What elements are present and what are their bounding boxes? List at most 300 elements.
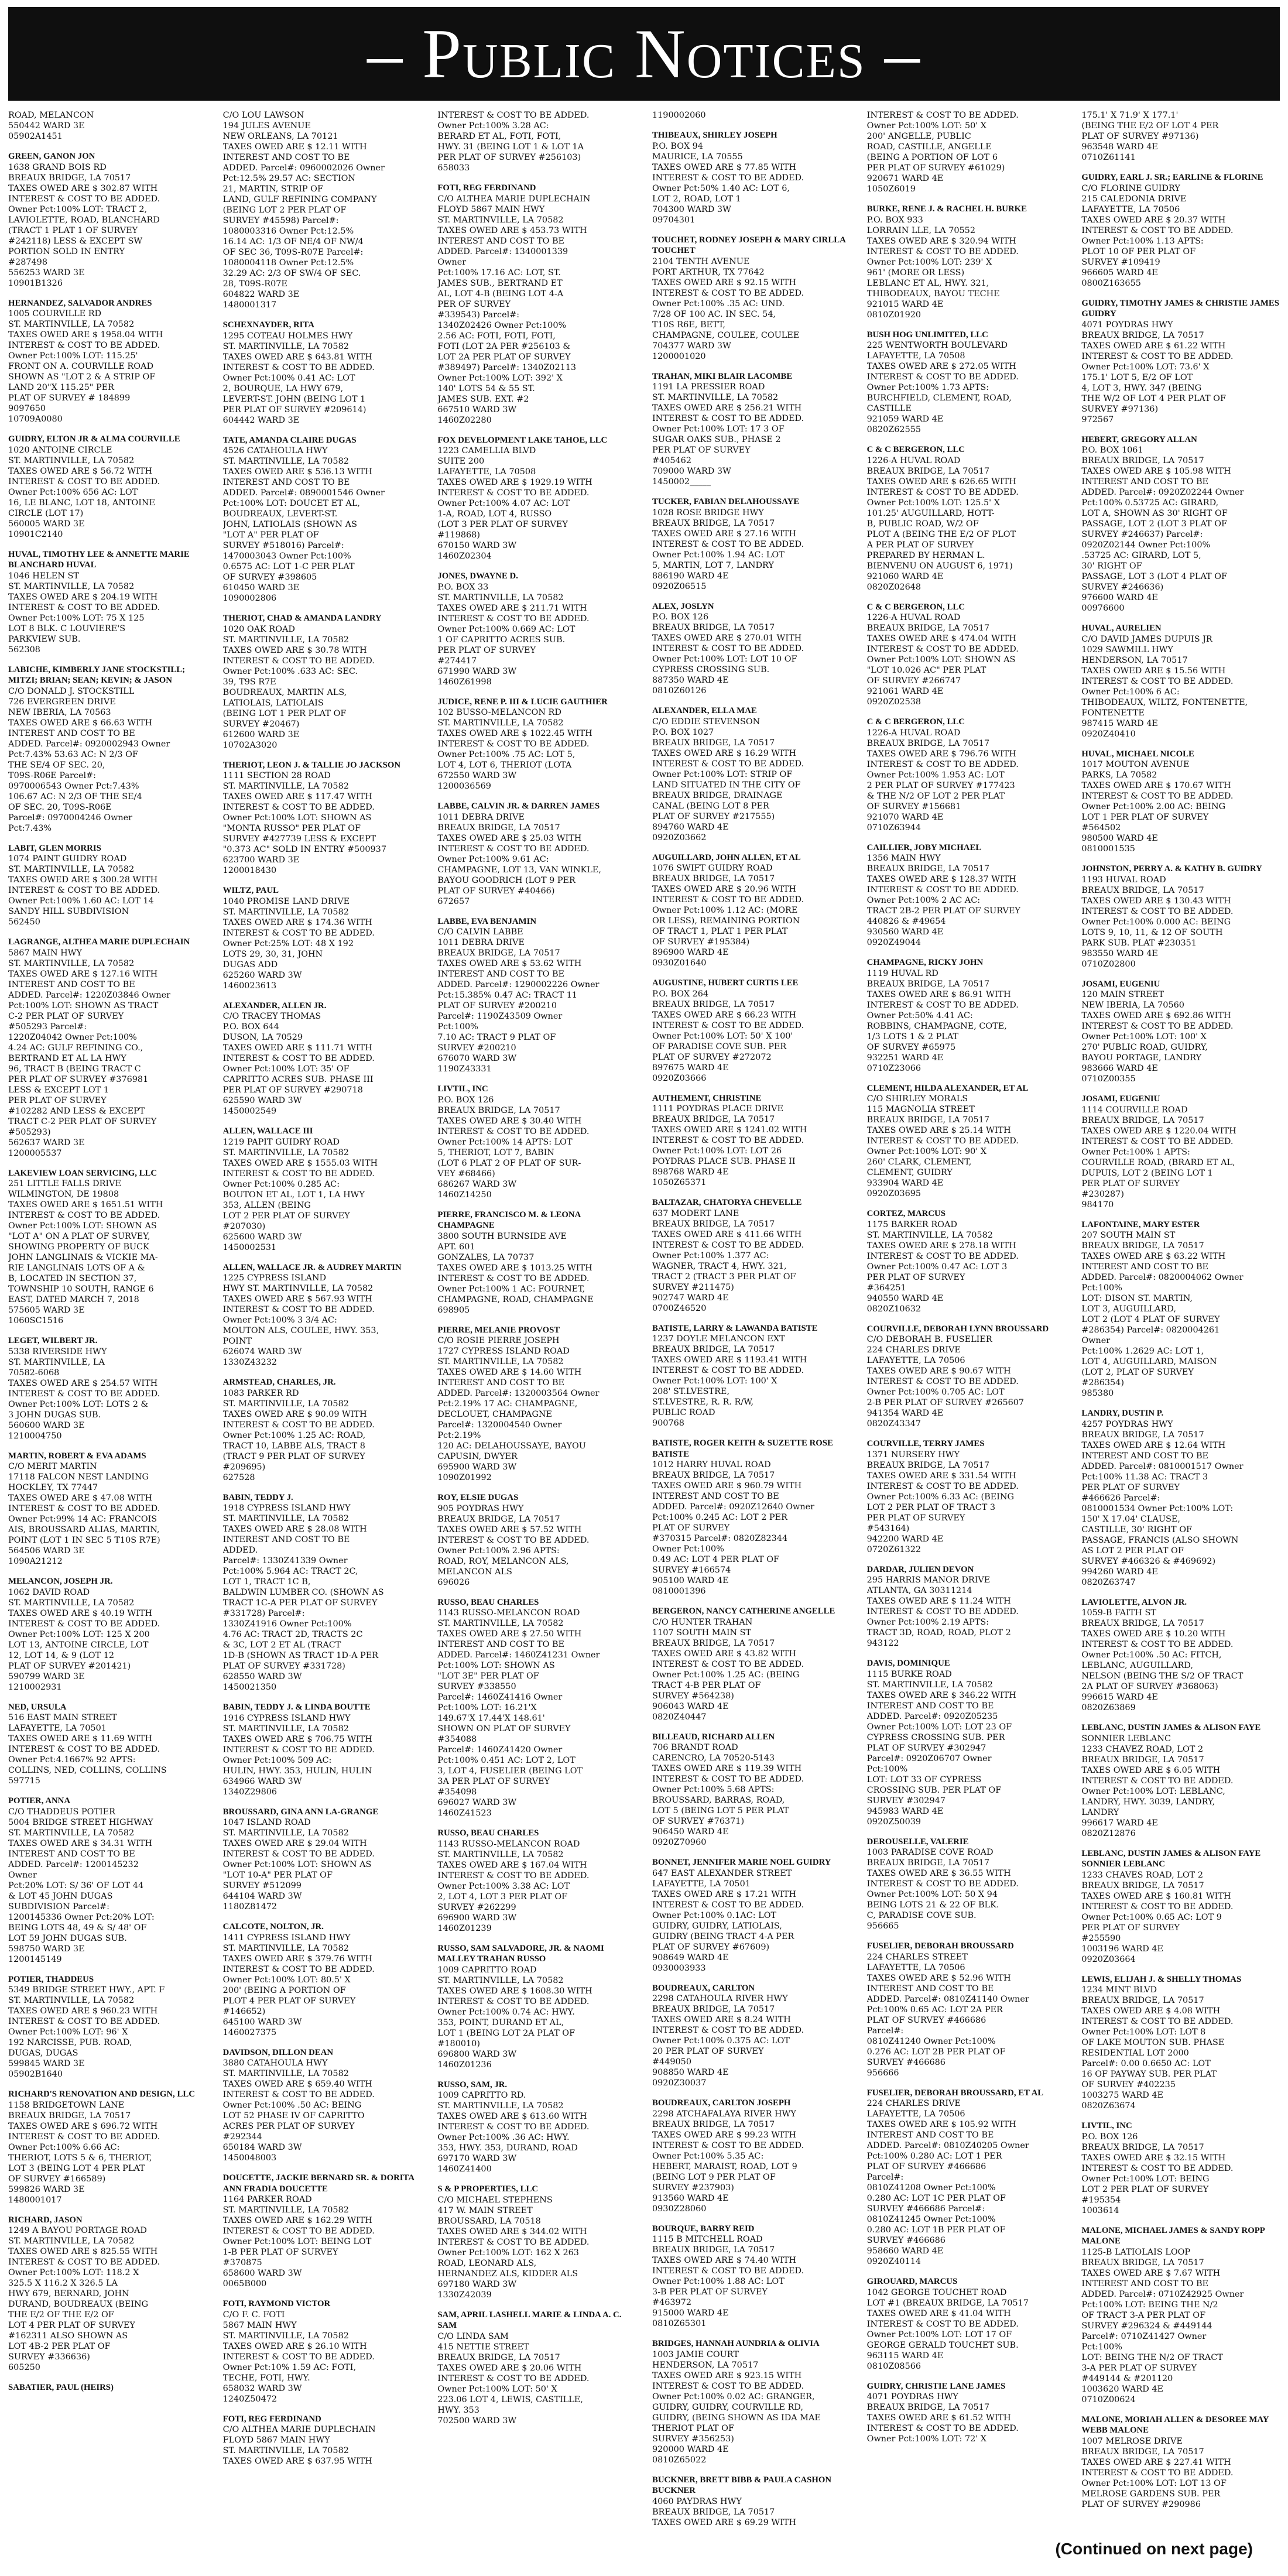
notice-line: 942200 WARD 4E <box>866 1534 944 1544</box>
notice-line: 1450002_____ <box>652 477 711 487</box>
notice-line: 0920Z50039 <box>866 1817 922 1827</box>
notice-line: #102282 AND LESS & EXCEPT <box>8 1106 145 1116</box>
notice-entry <box>652 601 851 697</box>
notice-line: GUIDRY, (BEING SHOWN AS IDA MAE <box>652 2413 821 2423</box>
notice-line: 0810001535 <box>1081 844 1135 854</box>
notice-line: Pct:15.385% 0.47 AC: TRACT 11 <box>437 991 578 1000</box>
notice-line: TAXES OWED ARE $ 27.50 WITH <box>437 1629 582 1639</box>
notice-line: TAXES OWED ARE $ 32.15 WITH <box>1081 2153 1226 2163</box>
notice-line: ST. MARTINVILLE, LA 70582 <box>222 1147 349 1157</box>
notice-line: PER PLAT OF SURVEY #376981 <box>8 1074 149 1084</box>
notice-entry <box>867 602 1066 708</box>
notice-line: Owner Pct:100% LOT: 73.6' X <box>1081 362 1210 372</box>
notice-line: OF SURVEY #398605 <box>222 573 317 582</box>
notice-line: C/O F. C. FOTI <box>222 2310 285 2320</box>
notice-line: ST. MARTINVILLE, LA 70582 <box>866 1680 993 1690</box>
notice-entry <box>437 801 636 907</box>
notice-line: TAXES OWED ARE $ 960.79 WITH <box>652 1481 802 1491</box>
notice-line: PLAT OF SURVEY #201421) <box>8 1661 131 1671</box>
notice-line: TAXES OWED ARE $ 10.20 WITH <box>1081 1629 1226 1639</box>
notice-line: LOT 1 (BEING LOT 2A PLAT OF <box>437 2028 576 2038</box>
notice-line: LOT: DISON ST. MARTIN, <box>1081 1294 1193 1303</box>
notice-line: INTEREST & COST TO BE ADDED. <box>437 1273 590 1283</box>
notice-line: ADDED. Parcel#: 0890001546 Owner <box>222 488 385 498</box>
notice-line: 726 EVERGREEN DRIVE <box>8 697 116 707</box>
notice-line: TAXES OWED ARE $ 379.76 WITH <box>222 1954 372 1964</box>
notice-line: LAFAYETTE, LA 70501 <box>8 1724 107 1733</box>
notice-line: 1003 PARADISE COVE ROAD <box>866 1848 994 1857</box>
notice-line: SURVEY #109419 <box>1081 257 1160 267</box>
notice-line: 1330Z43232 <box>222 1358 278 1367</box>
owner-name: LABICHE, KIMBERLY JANE STOCKSTILL; MITZI; BRIAN; SEAN; KEVIN; & JASON <box>8 664 186 685</box>
notice-line: #207030) <box>222 1221 266 1231</box>
notice-entry <box>223 2173 422 2289</box>
notice-line: 0810Z65301 <box>652 2319 707 2328</box>
notice-line: 1111 SECTION 28 ROAD <box>222 771 331 780</box>
notice-line: 0.280 AC: LOT 1B PER PLAT OF <box>866 2225 1006 2235</box>
notice-line: P.O. BOX 126 <box>652 612 709 622</box>
notice-line: 590799 WARD 3E <box>8 1671 85 1681</box>
notice-line: NEW IBERIA, LA 70560 <box>1081 1001 1184 1010</box>
notice-line: 1460Z61998 <box>437 677 492 687</box>
notice-line: 560600 WARD 3E <box>8 1420 85 1430</box>
notice-line: 1450002531 <box>222 1242 277 1252</box>
notice-line: HEBERT, MARAIST, ROAD, LOT 9 <box>652 2161 797 2171</box>
notice-line: C/O MERIT MARTIN <box>8 1462 97 1471</box>
notice-line: Owner Pct:100% 6.33 AC: (BEING <box>866 1492 1015 1502</box>
notice-line: Pct:7.43% <box>8 823 52 833</box>
notice-line: Parcel#: 1320004540 Owner <box>437 1420 562 1430</box>
notice-line: Pct:2.19% 17 AC: CHAMPAGNE, <box>437 1399 578 1409</box>
notice-line: #354098 <box>437 1787 477 1797</box>
notice-line: ST. MARTINVILLE, LA 70582 <box>437 2101 564 2111</box>
notice-line: DUGAS ADD <box>222 960 278 970</box>
notice-line: A PER PLAT OF SURVEY <box>866 540 974 550</box>
notice-line: #274417 <box>437 656 477 666</box>
notice-line: INTEREST & COST TO BE ADDED. <box>222 1305 375 1314</box>
notice-line: Owner Pct:100% LOT: SHOWN AS <box>222 1860 372 1869</box>
notice-line: OF SURVEY #266747 <box>866 676 961 686</box>
owner-name: LEBLANC, DUSTIN JAMES & ALISON FAYE SONNIER LEBLANC <box>1081 1848 1261 1869</box>
notice-line: TAXES OWED ARE $ 11.24 WITH <box>866 1597 1011 1606</box>
notice-line: SUBDIVISION Parcel#: <box>8 1902 109 1912</box>
notice-line: INTEREST & COST TO BE ADDED. <box>652 2140 804 2150</box>
notice-line: 1450021350 <box>222 1683 277 1692</box>
notice-line: TAXES OWED ARE $ 130.43 WITH <box>1081 896 1231 906</box>
notice-line: B, PUBLIC ROAD, W/2 OF <box>866 519 979 529</box>
notice-line: THERIOT PLAT OF <box>652 2423 734 2433</box>
notice-line: 10709A0080 <box>8 415 63 424</box>
notice-line: TAXES OWED ARE $ 1651.51 WITH <box>8 1200 163 1210</box>
notice-line: OF SEC 36, T09S-R07E Parcel#: <box>222 248 364 257</box>
notice-line: 1003620 WARD 4E <box>1081 2384 1164 2394</box>
notice-line: 697170 WARD 3W <box>437 2154 517 2163</box>
notice-line: TAXES OWED ARE $ 300.28 WITH <box>8 875 158 885</box>
owner-name: BOUDREAUX, CARLTON <box>652 1983 755 1993</box>
notice-line: 2A PLAT OF SURVEY #368063) <box>1081 1682 1218 1691</box>
notice-line: 702500 WARD 3W <box>437 2416 517 2426</box>
notice-line: 0920Z40410 <box>1081 729 1136 739</box>
notice-line: 149.67'X 17.44'X 148.61' <box>437 1714 545 1723</box>
notice-line: 605250 <box>8 2363 40 2372</box>
notice-line: 1234 MINT BLVD <box>1081 1985 1157 1995</box>
notice-entry <box>867 110 1066 194</box>
notice-entry <box>652 2098 851 2214</box>
notice-line: INTEREST & COST TO BE ADDED. <box>8 602 160 612</box>
notice-entry <box>867 1083 1066 1200</box>
notice-line: ST. MARTINVILLE, LA 70582 <box>437 718 564 728</box>
notice-line: CIRCLE (LOT 17) <box>8 508 84 518</box>
notice-line: 0810Z41245 Owner Pct:100% <box>866 2215 996 2224</box>
notice-line: NEW ORLEANS, LA 70121 <box>222 132 338 141</box>
notice-line: ST. MARTINVILLE, LA 70582 <box>222 907 349 917</box>
notice-line: Owner Pct:100% LOT: LEBLANC, <box>1081 1786 1225 1796</box>
owner-name: LEWIS, ELIJAH J. & SHELLY THOMAS <box>1081 1974 1242 1984</box>
notice-line: ADDED. Parcel#: 0710Z42925 Owner <box>1081 2289 1244 2299</box>
notice-line: 1200145149 <box>8 1954 62 1964</box>
notice-line: DUSON, LA 70529 <box>222 1033 303 1042</box>
notice-line: 1114 COURVILLE ROAD <box>1081 1105 1188 1115</box>
notice-line: DECLOUET, CHAMPAGNE <box>437 1410 553 1419</box>
notice-line: 0810Z41208 Owner Pct:100% <box>866 2183 996 2193</box>
notice-line: 1D-B (SHOWN AS TRACT 1D-A PER <box>222 1651 379 1660</box>
notice-line: 1371 NURSERY HWY <box>866 1450 960 1460</box>
notice-line: 1040 PROMISE LAND DRIVE <box>222 896 350 906</box>
notice-line: HWY. 31 (BEING LOT 1 & LOT 1A <box>437 142 584 152</box>
notice-line: Owner Pct:100% 4.07 AC: LOT <box>437 499 570 508</box>
notice-line: Owner Pct:100% LOT: BEING LOT <box>222 2237 372 2246</box>
notice-line: INTEREST & COST TO BE ADDED. <box>222 2090 375 2099</box>
notice-column-6 <box>1081 110 1280 2563</box>
notice-line: Owner Pct:100% LOT: 392' X <box>437 373 563 383</box>
notice-line: 4526 CATAHOULA HWY <box>222 446 328 455</box>
owner-name: BRIDGES, HANNAH AUNDRIA & OLIVIA <box>652 2339 820 2348</box>
notice-line: BREAUX BRIDGE, LA 70517 <box>437 1514 560 1524</box>
notice-line: INTEREST & COST TO BE ADDED. <box>8 2258 160 2267</box>
notice-line: VEY #68466) <box>437 1169 495 1179</box>
notice-line: 4060 PAYDRAS HWY <box>652 2496 742 2506</box>
notice-line: Owner Pct:100% LOT: 125 X 200 <box>8 1629 150 1639</box>
notice-line: 1175 BARKER ROAD <box>866 1220 957 1229</box>
notice-line: 150' X 17.04' CLAUSE, <box>1081 1514 1180 1524</box>
notice-entry <box>8 1702 207 1787</box>
notice-line: INTEREST & COST TO BE ADDED. <box>866 1879 1019 1889</box>
notice-line: TAXES OWED ARE $ 696.72 WITH <box>8 2121 158 2131</box>
owner-name: DARDAR, JULIEN DEVON <box>866 1564 974 1574</box>
notice-line: TAXES OWED ARE $ 66.23 WITH <box>652 1010 797 1020</box>
owner-name: ARMSTEAD, CHARLES, JR. <box>222 1378 336 1387</box>
owner-name: LABIT, GLEN MORRIS <box>8 843 101 853</box>
owner-name: C & C BERGERON, LLC <box>866 717 965 727</box>
notice-line: INTEREST AND COST TO BE <box>866 1701 994 1711</box>
notice-line: 1460Z41523 <box>437 1808 492 1818</box>
notice-line: Owner Pct:100% LOT: 35' OF <box>222 1064 350 1074</box>
notice-line: 5338 RIVERSIDE HWY <box>8 1347 107 1356</box>
notice-line: 4071 POYDRAS HWY <box>866 2392 958 2402</box>
notice-line: DURAND, BOUDREAUX (BEING <box>8 2300 149 2309</box>
notice-line: 963548 WARD 4E <box>1081 142 1158 152</box>
notice-line: 1-A, ROAD, LOT 4, RUSSO <box>437 509 552 519</box>
notice-entry <box>652 1093 851 1188</box>
notice-line: SURVEY #20467) <box>222 719 300 729</box>
notice-line: SURVEY #45598) Parcel#: <box>222 216 339 225</box>
notice-line: Owner Pct:50% 1.40 AC: LOT 6, <box>652 183 790 193</box>
notice-line: CARENCRO, LA 70520-5143 <box>652 1753 775 1763</box>
notice-line: 175.1' LOT 5, E/2 OF LOT <box>1081 372 1193 382</box>
notice-line: Owner Pct:100% LOT: 17 3 OF <box>652 424 785 434</box>
notice-line: 353, ALLEN (BEING <box>222 1200 311 1210</box>
notice-line: C/O DONALD J. STOCKSTILL <box>8 686 135 696</box>
owner-name: FUSELIER, DEBORAH BROUSSARD <box>866 1941 1014 1951</box>
notice-line: INTEREST AND COST TO BE <box>1081 477 1209 487</box>
notice-line: 984170 <box>1081 1200 1114 1210</box>
notice-line: ADDED. Parcel#: 0960002026 Owner <box>222 163 385 173</box>
owner-name: MALONE, MORIAH ALLEN & DESOREE MAY WEBB MALONE <box>1081 2414 1269 2435</box>
notice-line: 1460023613 <box>222 981 277 991</box>
notice-line: Owner Pct:100% 0.000 AC: BEING <box>1081 917 1231 927</box>
notice-line: 972567 <box>1081 415 1114 424</box>
notice-line: Owner Pct:4.1667% 92 APTS: <box>8 1755 136 1765</box>
notice-line: 908649 WARD 4E <box>652 1952 729 1962</box>
notice-line: 0820Z63869 <box>1081 1703 1136 1712</box>
notice-line: JOHN, LATIOLAIS (SHOWN AS <box>222 520 357 529</box>
notice-line: TAXES OWED ARE $ 111.71 WITH <box>222 1043 372 1053</box>
notice-line: 913560 WARD 4E <box>652 2193 729 2203</box>
notice-line: Owner Pct:100% 1.25 AC: ROAD, <box>222 1430 366 1440</box>
notice-line: PER OF SURVEY <box>437 299 511 309</box>
owner-name: HEBERT, GREGORY ALLAN <box>1081 434 1197 444</box>
notice-line: 667510 WARD 3W <box>437 405 517 415</box>
notice-line: EAST, DATED MARCH 7, 2018 <box>8 1295 139 1304</box>
notice-line: TAXES OWED ARE $ 25.14 WITH <box>866 1126 1011 1135</box>
notice-line: P.O. BOX 126 <box>437 1095 494 1105</box>
notice-line: PORT ARTHUR, TX 77642 <box>652 267 765 277</box>
notice-line: 905 POYDRAS HWY <box>437 1503 524 1513</box>
notice-line: 0920Z03664 <box>1081 1954 1136 1964</box>
notice-line: LAND, GULF REFINING COMPANY <box>222 195 377 204</box>
notice-line: TAXES OWED ARE $ 1193.41 WITH <box>652 1355 807 1365</box>
notice-line: Owner Pct:100% 2.19 APTS: <box>866 1618 989 1627</box>
notice-line: AL, LOT 4-B (BEING LOT 4-A <box>437 289 564 299</box>
notice-line: "LOT A" PER PLAT OF <box>222 530 319 540</box>
notice-line: 101.25' AUGUILLARD, HOTT- <box>866 508 995 518</box>
notice-line: 4.76 AC: TRACT 2D, TRACTS 2C <box>222 1630 363 1639</box>
notice-line: SURVEY #246637) Parcel#: <box>1081 530 1203 539</box>
notice-line: Owner Pct:100% 2.00 AC: BEING <box>1081 802 1226 811</box>
notice-line: INTEREST & COST TO BE ADDED. <box>866 1377 1019 1386</box>
notice-line: 353, HWY. 353, DURAND, ROAD <box>437 2143 578 2153</box>
notice-line: T09S-R06E Parcel#: <box>8 770 96 780</box>
notice-line: INTEREST AND COST TO BE <box>8 728 135 738</box>
notice-line: 1200036569 <box>437 782 491 791</box>
notice-line: BREAUX BRIDGE, LA 70517 <box>1081 1619 1204 1628</box>
notice-line: TAXES OWED ARE $ 57.52 WITH <box>437 1525 582 1534</box>
notice-entry <box>437 2310 636 2426</box>
owner-name: BATISTE, LARRY & LAWANDA BATISTE <box>652 1323 818 1333</box>
notice-line: 604822 WARD 3E <box>222 290 300 299</box>
notice-entry <box>223 1492 422 1693</box>
notice-line: 921059 WARD 4E <box>866 415 944 424</box>
notice-line: 1059-B FAITH ST <box>1081 1608 1156 1618</box>
notice-line: 1220Z04042 Owner Pct:100% <box>8 1032 137 1042</box>
owner-name: PIERRE, MELANIE PROVOST <box>437 1325 560 1335</box>
notice-line: Owner Pct:100% 1.13 APTS: <box>1081 236 1204 246</box>
notice-line: TAXES OWED ARE $ 61.22 WITH <box>1081 341 1226 351</box>
notice-line: ROAD, ROY, MELANCON ALS, <box>437 1556 569 1566</box>
notice-line: INTEREST & COST TO BE ADDED. <box>652 759 804 769</box>
notice-line: BREAUX BRIDGE, LA 70517 <box>866 738 989 748</box>
notice-line: 10901C2140 <box>8 529 63 539</box>
notice-line: #242118) LESS & EXCEPT SW <box>8 236 143 246</box>
notice-line: (BEING LOT 1 PER PLAT OF <box>222 708 347 718</box>
notice-line: #292344 <box>222 2132 262 2142</box>
owner-name: RUSSO, SAM SALVADORE, JR. & NAOMI MALLEY TRAHAN RUSSO <box>437 1943 604 1964</box>
notice-line: LANDRY <box>1081 1807 1119 1817</box>
owner-name: HUVAL, TIMOTHY LEE & ANNETTE MARIE BLANCHARD HUVAL <box>8 549 190 570</box>
notice-line: 115 MAGNOLIA STREET <box>866 1105 975 1114</box>
owner-name: LIVTIL, INC <box>437 1084 488 1094</box>
notice-line: 886190 WARD 4E <box>652 571 729 581</box>
notice-line: WAGNER, TRACT 4, HWY. 321, <box>652 1261 787 1271</box>
notice-line: Owner Pct:100% .50 AC: FITCH, <box>1081 1650 1222 1660</box>
notice-line: Owner Pct:100% 1.25 AC: (BEING <box>652 1670 800 1680</box>
notice-line: 0810Z60126 <box>652 686 707 696</box>
notice-line: RIE LANGLINAIS LOTS OF A & <box>8 1263 145 1273</box>
notice-line: 0710Z00355 <box>1081 1074 1136 1084</box>
notice-line: ST. MARTINVILLE, LA 70582 <box>8 1996 135 2005</box>
notice-line: Owner Pct:100% 656 AC: LOT <box>8 487 138 497</box>
notice-line: #449144 & #201120 <box>1081 2373 1173 2383</box>
notice-line: COURVILLE ROAD, (BRARD ET AL, <box>1081 1157 1235 1167</box>
notice-entry <box>223 320 422 426</box>
notice-line: TAXES OWED ARE $ 30.40 WITH <box>437 1116 582 1126</box>
owner-name: BONNET, JENNIFER MARIE NOEL GUIDRY <box>652 1858 831 1867</box>
notice-line: BREAUX BRIDGE, LA 70517 <box>1081 2258 1204 2267</box>
notice-line: 597715 <box>8 1776 40 1786</box>
notice-line: TAXES OWED ARE $ 536.13 WITH <box>222 467 372 477</box>
notice-line: INTEREST AND COST TO BE <box>652 1492 779 1501</box>
notice-line: PER PLAT OF SURVEY <box>652 446 751 455</box>
notice-line: (BEING A PORTION OF LOT 6 <box>866 153 998 162</box>
notice-line: #389497) Parcel#: 1340Z02113 <box>437 362 577 372</box>
notice-line: CAPRITTO ACRES SUB. PHASE III <box>222 1075 374 1084</box>
notice-line: 704377 WARD 3W <box>652 341 731 351</box>
owner-name: BALTAZAR, CHATORYA CHEVELLE <box>652 1198 802 1207</box>
notice-line: 626074 WARD 3W <box>222 1347 302 1356</box>
notice-line: ST. MARTINVILLE, LA 70582 <box>8 455 135 465</box>
notice-line: INTEREST & COST TO BE ADDED. <box>866 1251 1019 1261</box>
owner-name: BERGERON, NANCY CATHERINE ANGELLE <box>652 1606 835 1616</box>
notice-line: LOT #1 (BREAUX BRIDGE, LA 70517 <box>866 2298 1029 2308</box>
notice-line: 696800 WARD 3W <box>437 2049 517 2059</box>
notice-line: 562637 WARD 3E <box>8 1138 85 1147</box>
notice-line: TAXES OWED ARE $ 227.41 WITH <box>1081 2457 1231 2467</box>
notice-line: PLAT OF SURVEY #217555) <box>652 811 775 821</box>
notice-line: "LOT 10-A" PER PLAT OF <box>222 1871 333 1880</box>
notice-line: BOUDREAUX, LEVERT-ST. <box>222 509 338 519</box>
owner-name: MALONE, MICHAEL JAMES & SANDY ROPP MALONE <box>1081 2225 1265 2246</box>
notice-line: INTEREST & COST TO BE ADDED. <box>222 1054 375 1063</box>
notice-line: BURCHFIELD, CLEMENT, ROAD, <box>866 393 1012 403</box>
notice-line: INTEREST & COST TO BE ADDED. <box>8 1504 160 1513</box>
owner-name: TRAHAN, MIKI BLAIR LACOMBE <box>652 371 793 381</box>
notice-line: LAFAYETTE, LA 70506 <box>1081 204 1180 214</box>
notice-line: INTEREST & COST TO BE ADDED. <box>1081 792 1234 801</box>
notice-line: Owner Pct:100% LOT: 50' X <box>437 2384 557 2394</box>
notice-line: INTEREST & COST TO BE ADDED. <box>222 1964 375 1974</box>
notice-line: "LOT 10.026 AC" PER PLAT <box>866 666 986 675</box>
notice-line: 1050Z65371 <box>652 1178 707 1187</box>
notice-line: 625600 WARD 3W <box>222 1232 302 1242</box>
notice-line: 0810Z08566 <box>866 2361 922 2371</box>
notice-line: BREAUX BRIDGE, LA 70517 <box>1081 1241 1204 1251</box>
notice-entry <box>867 717 1066 833</box>
notice-line: #286354) <box>1081 1378 1124 1388</box>
owner-name: NED, URSULA <box>8 1702 67 1712</box>
notice-line: HOCKLEY, TX 77447 <box>8 1483 98 1492</box>
notice-line: 698905 <box>437 1305 470 1315</box>
notice-line: 625260 WARD 3W <box>222 970 302 980</box>
notice-line: INTEREST & COST TO BE ADDED. <box>1081 2468 1234 2478</box>
notice-line: INTEREST & COST TO BE ADDED. <box>8 1745 160 1754</box>
notice-entry <box>223 1702 422 1797</box>
notice-entry <box>652 1197 851 1314</box>
notice-line: TAXES OWED ARE $ 56.72 WITH <box>8 466 153 476</box>
notice-line: TAXES OWED ARE $ 302.87 WITH <box>8 183 158 193</box>
notice-line: ST. MARTINVILLE, LA 70582 <box>222 2069 349 2078</box>
owner-name: JOHNSTON, PERRY A. & KATHY B. GUIDRY <box>1081 864 1262 873</box>
notice-line: CASTILLE <box>866 404 912 413</box>
notice-line: TAXES OWED ARE $ 320.94 WITH <box>866 236 1016 246</box>
notice-line: Owner Pct:100% 1.953 AC: LOT <box>866 770 1005 780</box>
notice-line: TAXES OWED ARE $ 1608.30 WITH <box>437 1986 592 1996</box>
notice-line: 2, BOURQUE, LA HWY 679, <box>222 383 344 393</box>
notice-line: PASSAGE, LOT 2 (LOT 3 PLAT OF <box>1081 519 1228 529</box>
notice-line: TAXES OWED ARE $ 105.98 WITH <box>1081 467 1231 476</box>
notice-line: 897675 WARD 4E <box>652 1063 729 1073</box>
notice-line: Owner Pct:100% 3.38 AC: LOT <box>437 1881 570 1891</box>
notice-line: 1460Z14250 <box>437 1190 492 1200</box>
notice-line: 1200018430 <box>222 866 277 875</box>
notice-line: 940550 WARD 4E <box>866 1293 944 1303</box>
notice-line: BREAUX BRIDGE, LA 70517 <box>1081 1115 1204 1125</box>
owner-name: S & P PROPERTIES, LLC <box>437 2184 539 2194</box>
notice-line: TAXES OWED ARE $ 1929.19 WITH <box>437 478 592 487</box>
owner-name: RICHARD'S RENOVATION AND DESIGN, LLC <box>8 2089 195 2099</box>
notice-line: CYPRESS CROSSING SUB. PER <box>866 1732 1005 1742</box>
owner-name: ALLEN, WALLACE JR. & AUDREY MARTIN <box>222 1262 402 1272</box>
notice-line: Owner Pct:100% 0.375 AC: LOT <box>652 2036 790 2046</box>
notice-line: (TRACT 1 PLAT 1 OF SURVEY <box>8 225 138 235</box>
notice-line: 1125-B LATIOLAIS LOOP <box>1081 2247 1191 2257</box>
notice-entry <box>652 371 851 488</box>
notice-line: GUIDRY (BEING TRACT 4-A PER <box>652 1931 794 1941</box>
notice-line: ADDED. Parcel#: 0810001517 Owner <box>1081 1461 1244 1471</box>
notice-line: 0970006543 Owner Pct:7.43% <box>8 781 139 791</box>
notice-line: 0710Z23066 <box>866 1063 922 1073</box>
owner-name: THERIOT, CHAD & AMANDA LANDRY <box>222 614 382 623</box>
notice-entry <box>652 2224 851 2330</box>
notice-line: TECHE, FOTI, HWY. <box>222 2373 310 2383</box>
notice-line: Pct:2.19% <box>437 1431 481 1440</box>
notice-line: SURVEY #466686 <box>866 2057 946 2067</box>
notice-line: Owner Pct:100% LOT: SHOWN AS <box>866 655 1016 664</box>
notice-line: INTEREST & COST TO BE ADDED. <box>222 1169 375 1179</box>
notice-line: LATIOLAIS, LATIOLAIS <box>222 698 324 708</box>
notice-line: Owner Pct:100% 0.705 AC: LOT <box>866 1388 1005 1397</box>
owner-name: DOUCETTE, JACKIE BERNARD SR. & DORITA ANN FRADIA DOUCETTE <box>222 2173 415 2194</box>
notice-line: TAXES OWED ARE $ 25.03 WITH <box>437 833 582 843</box>
